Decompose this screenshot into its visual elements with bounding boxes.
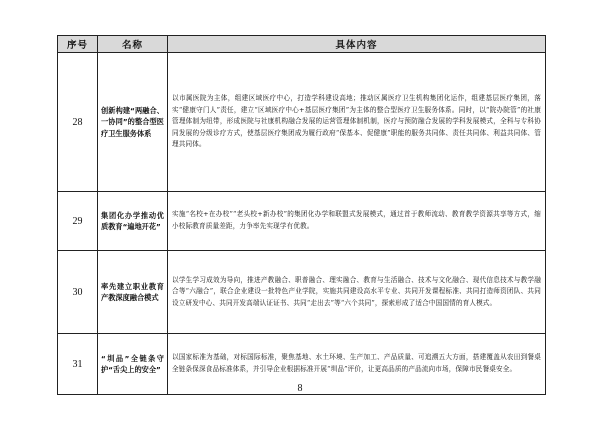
row-number: 29 xyxy=(58,192,98,251)
table-row xyxy=(58,251,546,334)
row-name: “圳品”全链条守护“舌尖上的安全” xyxy=(98,334,168,395)
row-name: 率先建立职业教育产教深度融合模式 xyxy=(98,251,168,334)
row-name: 集团化办学推动优质教育“遍地开花” xyxy=(98,192,168,251)
header-row xyxy=(58,36,546,53)
table-body xyxy=(58,53,546,395)
row-content: 以国家标准为基础，对标国际标准，聚焦基地、水土环境、生产加工、产品质量、可追溯五大方面，搭建覆盖从农田到餐桌全链条保深食品标准体系，并引导企业根据标准开展“圳品”评价，让更高品质的产品流向市场，保障市民餐桌安全。 xyxy=(168,334,546,395)
table-row xyxy=(58,192,546,251)
row-number: 28 xyxy=(58,53,98,192)
table-header xyxy=(58,36,546,53)
row-number: 31 xyxy=(58,334,98,395)
policy-table xyxy=(57,35,546,395)
row-name: 创新构建“两融合、一协同”的整合型医疗卫生服务体系 xyxy=(98,53,168,192)
header-name: 名称 xyxy=(98,36,168,53)
row-content: 实施“名校+在办校”“老头校+新办校”的集团化办学和联盟式发展模式，通过首于教师流动、教育教学资源共享等方式，缩小校际教育质量差距，力争率先实现学有优教。 xyxy=(168,192,546,251)
row-content: 以学生学习成效为导向，推进产教融合、职普融合、理实融合、教育与生活融合、技术与文化融合、现代信息技术与教学融合等“六融合”，联合企业建设一批特色产业学院，实施共同建设高水平专业、共同开发课程标准、共同打造师资团队、共同设立研发中心、共同开发高端认证证书、共同“走出去”等“六个共同”，探索形成了适合中国国情的育人模式。 xyxy=(168,251,546,334)
header-number: 序号 xyxy=(58,36,98,53)
row-content: 以市属医院为主体，组建区域医疗中心，打造学科建设高地；推动区属医疗卫生机构集团化运作，组建基层医疗集团，落实“健康守门人”责任，建立“区域医疗中心+基层医疗集团”为主体的整合型医疗卫生服务体系。同时，以“院办院管”的社康管理体制为纽带，形成医院与社康机构融合发展的运营管理体制机制，医疗与预防融合发展的学科发展模式，全科与专科协同发展的分级诊疗方式，使基层医疗集团成为履行政府“保基本、促健康”职能的服务共同体、责任共同体、利益共同体、管理共同体。 xyxy=(168,53,546,192)
header-content: 具体内容 xyxy=(168,36,546,53)
table-row xyxy=(58,53,546,192)
page-number: 8 xyxy=(297,383,303,394)
policy-table-container xyxy=(57,35,545,395)
row-number: 30 xyxy=(58,251,98,334)
